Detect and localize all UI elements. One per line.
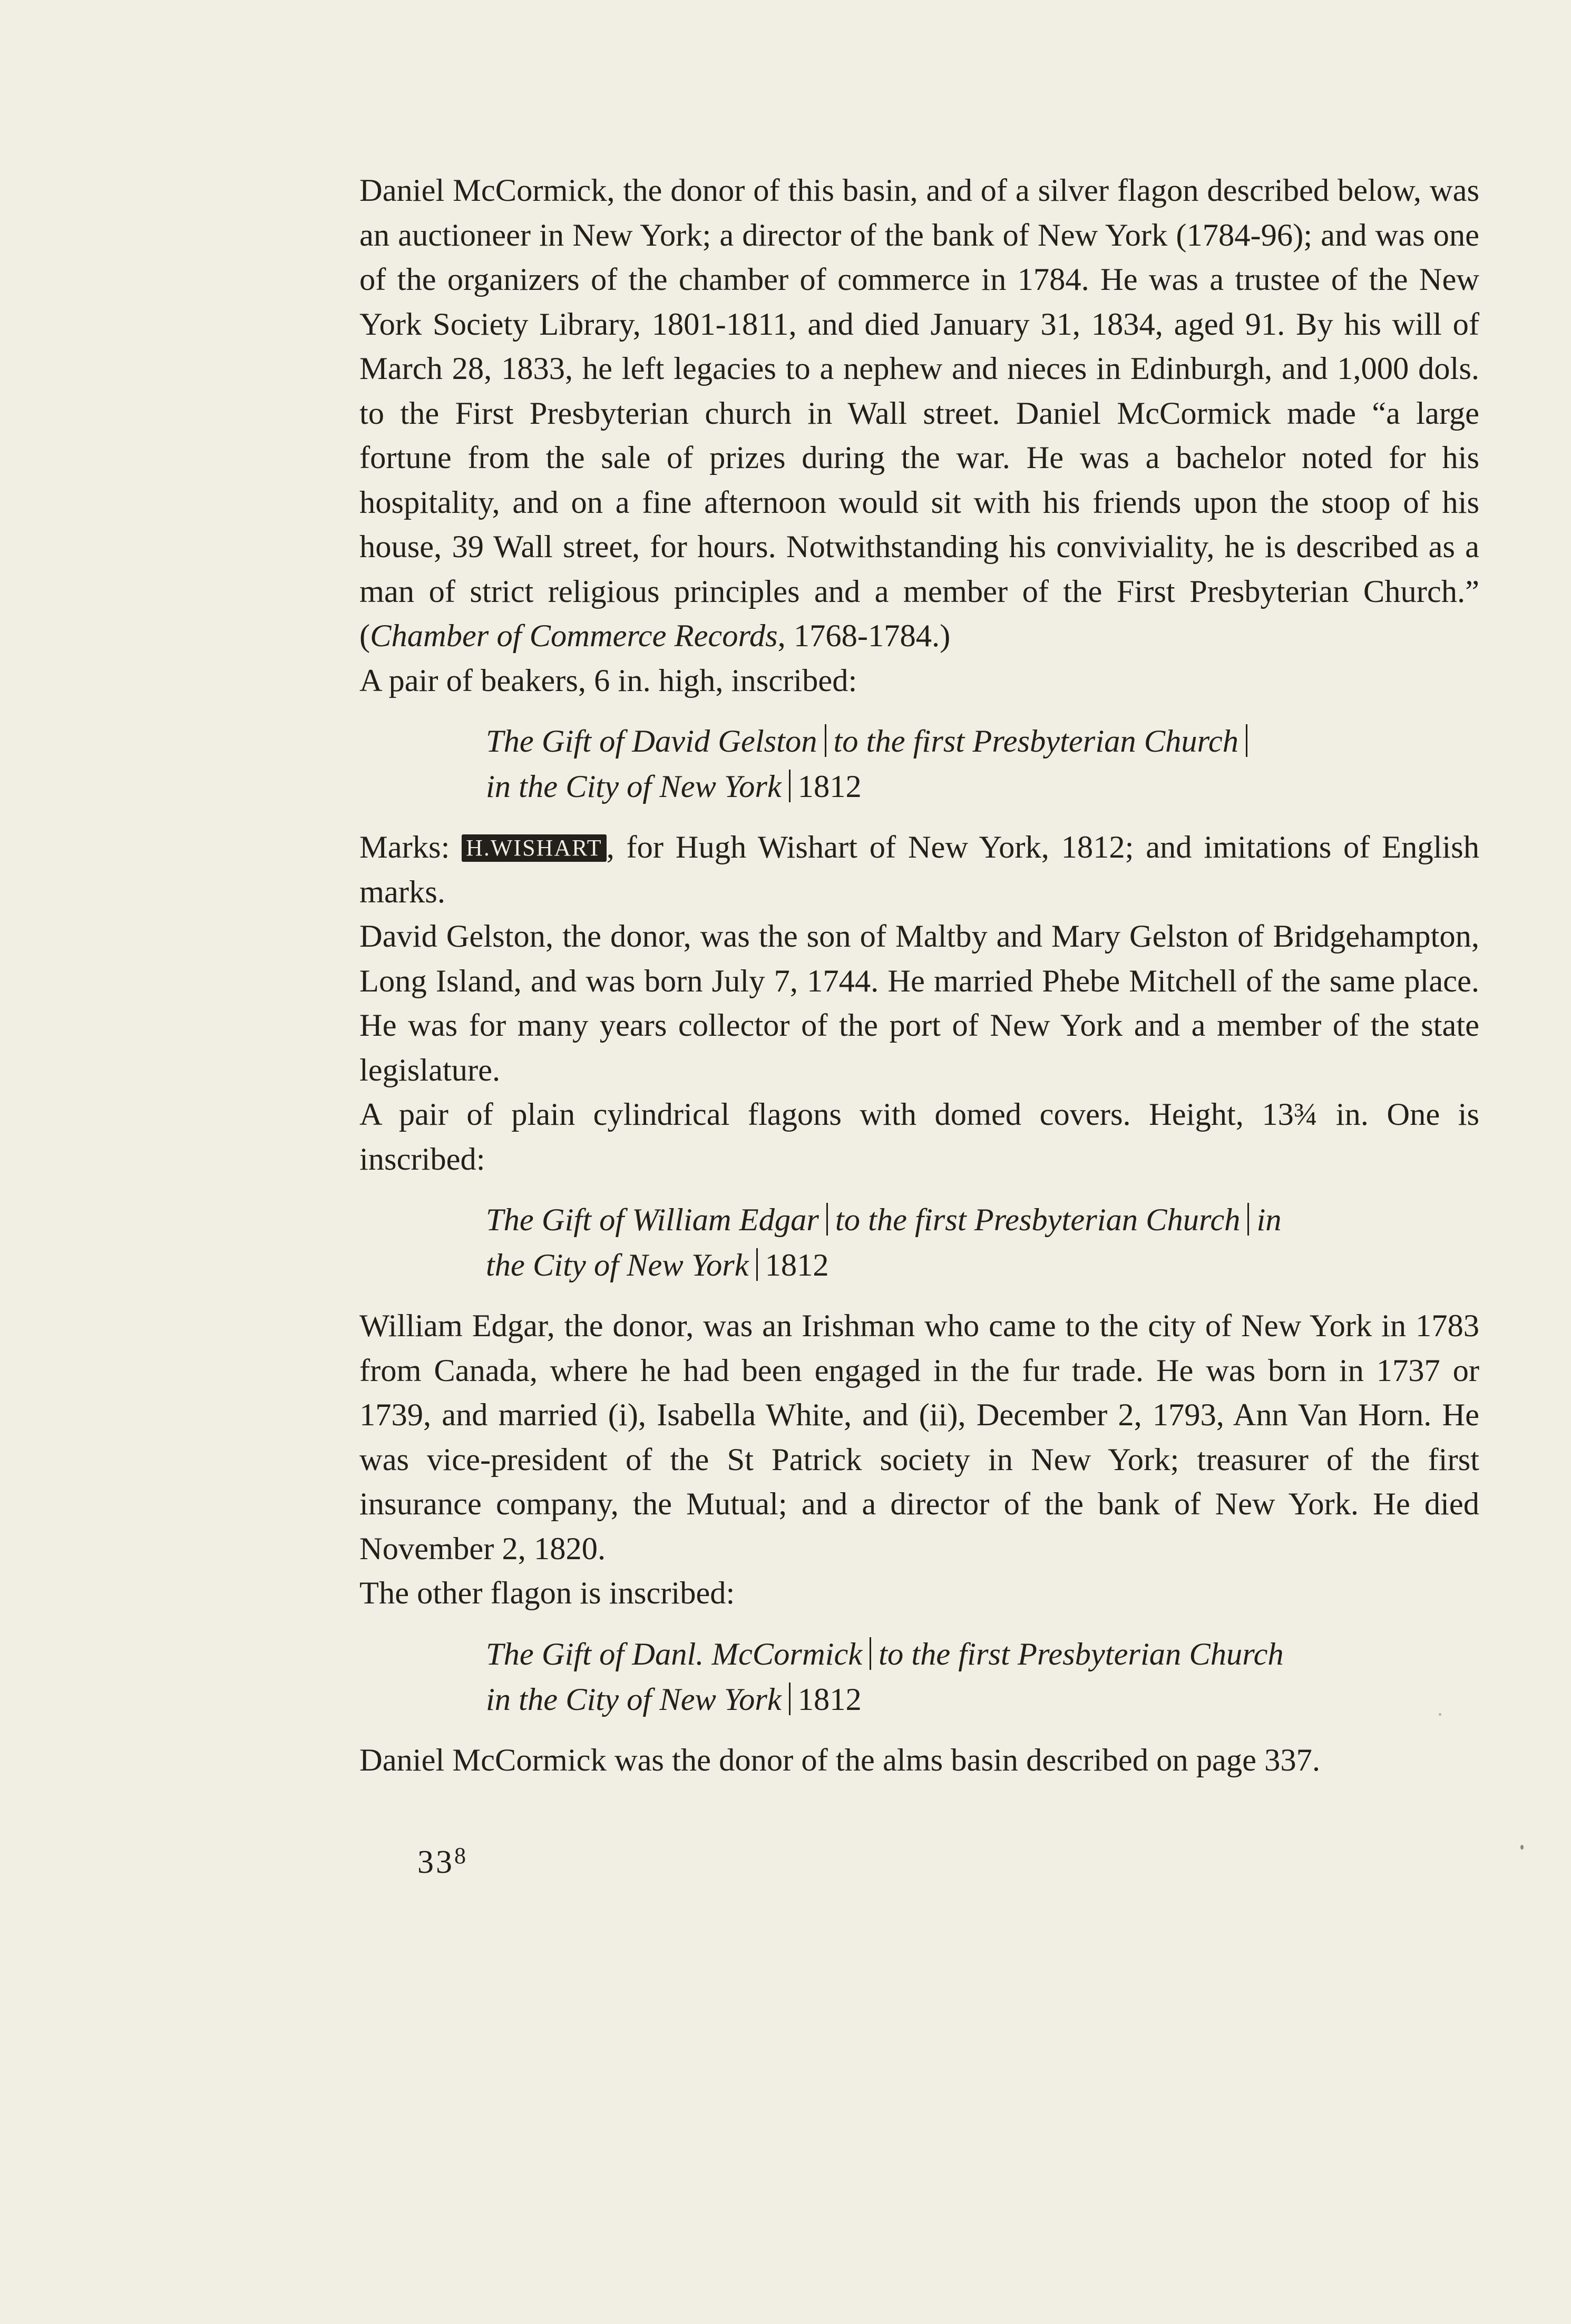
- page-number-sup: 8: [454, 1843, 466, 1869]
- beakers-intro: A pair of beakers, 6 in. high, inscribed:: [359, 663, 857, 698]
- inscription-year: 1812: [765, 1248, 829, 1283]
- line-divider: [870, 1637, 871, 1670]
- gelston-biography: David Gelston, the donor, was the son of Maltby and Mary Gelston of Bridgehampton, Long Island, and was born July 7, 1744. He married Phebe Mitchell of the same place. He was for many years collector of the port of New York and a member of the state legislature.: [359, 919, 1479, 1088]
- paper-speck: [1439, 1713, 1441, 1716]
- line-divider: [756, 1248, 758, 1281]
- inscription-text: to the first Presbyterian Church: [879, 1636, 1284, 1672]
- inscription-text: in the City of New York: [486, 769, 782, 804]
- flagons-intro: A pair of plain cylindrical flagons with domed covers. Height, 13¾ in. One is inscribed:: [359, 1097, 1479, 1177]
- inscription-text: in: [1256, 1202, 1282, 1238]
- inscription-year: 1812: [797, 1681, 862, 1717]
- line-divider: [789, 1683, 791, 1715]
- inscription-mccormick: [486, 1632, 1479, 1723]
- inscription-year: 1812: [797, 769, 862, 804]
- marks-label: Marks:: [359, 830, 462, 865]
- closing-note: Daniel McCormick was the donor of the alms basin described on page 337.: [359, 1742, 1320, 1778]
- source-citation-tail: , 1768-1784.): [777, 618, 951, 654]
- line-divider: [789, 770, 791, 802]
- edgar-biography: William Edgar, the donor, was an Irishman who came to the city of New York in 1783 from Canada, where he had been engaged in the fur trade. He was born in 1737 or 1739, and married (i), Isabella White, and (ii), December 2, 1793, Ann Van Horn. He was vice-president of the St Patrick society in New York; treasurer of the first insurance company, the Mutual; and a director of the bank of New York. He died November 2, 1820.: [359, 1308, 1479, 1567]
- inscription-text: the City of New York: [486, 1248, 749, 1283]
- inscription-text: The Gift of William Edgar: [486, 1202, 819, 1238]
- mccormick-biography: [359, 169, 1479, 659]
- inscription-edgar: [486, 1198, 1479, 1288]
- inscription-text: The Gift of David Gelston: [486, 724, 817, 759]
- marks-text: , for Hugh Wishart of New York, 1812; and imitations of English marks.: [359, 830, 1479, 910]
- page-number-main: 33: [417, 1844, 454, 1880]
- inscription-text: in the City of New York: [486, 1681, 782, 1717]
- inscription-text: to the first Presbyterian Church: [833, 724, 1239, 759]
- line-divider: [1247, 1203, 1249, 1236]
- other-flagon-intro: The other flagon is inscribed:: [359, 1576, 735, 1611]
- line-divider: [1246, 724, 1247, 757]
- source-citation-italic: Chamber of Commerce Records: [370, 618, 778, 654]
- mccormick-bio-text: Daniel McCormick, the donor of this basin, and of a silver flagon described below, was an auctioneer in New York; a director of the bank of New York (1784-96); and was one of the organizers of the chamber of commerce in 1784. He was a trustee of the New York Society Library, 1801-1811, and died January 31, 1834, aged 91. By his will of March 28, 1833, he left legacies to a nephew and nieces in Edinburgh, and 1,000 dols. to the First Presbyterian church in Wall street. Daniel McCormick made “a large fortune from the sale of prizes during the war. He was a bachelor noted for his hospitality, and on a fine afternoon would sit with his friends upon the stoop of his house, 39 Wall street, for hours. Notwithstanding his conviviality, he is described as a man of strict religious principles and a member of the First Presbyterian Church.” (: [359, 173, 1479, 654]
- paper-speck: [1520, 1845, 1524, 1850]
- inscription-text: to the first Presbyterian Church: [835, 1202, 1241, 1238]
- page-body: [359, 169, 1479, 1783]
- line-divider: [825, 724, 826, 757]
- maker-mark-stamp: H.WISHART: [462, 834, 607, 862]
- inscription-text: The Gift of Danl. McCormick: [486, 1636, 863, 1672]
- page-number: [417, 1842, 466, 1881]
- inscription-gelston: [486, 719, 1479, 810]
- marks-paragraph: [359, 825, 1479, 915]
- line-divider: [826, 1203, 828, 1236]
